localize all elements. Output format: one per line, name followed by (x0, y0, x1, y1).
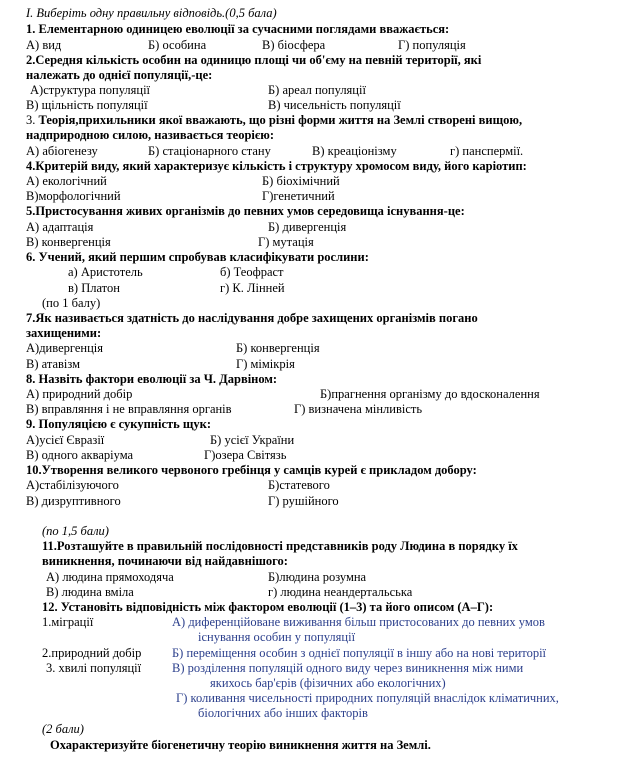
q3-option-c: В) креаціонізму (312, 144, 397, 158)
q12-factor-3: 3. хвилі популяції (46, 661, 142, 675)
question-7-text-line1: 7.Як називається здатність до наслідування добре захищених організмів погано (26, 311, 478, 325)
q10-option-c: В) дизруптивного (26, 494, 121, 508)
score-note-1: (по 1 балу) (42, 296, 101, 310)
q10-option-a: А)стабілізуючого (26, 478, 119, 492)
q12-description-c-line2: якихось бар'єрів (фізичних або екологічних) (210, 676, 446, 690)
q12-description-d-line1: Г) коливання чисельності природних популяцій внаслідок кліматичних, (176, 691, 559, 705)
q3-option-d: г) панспермії. (450, 144, 524, 158)
q12-description-d-line2: біологічних або інших факторів (198, 706, 368, 720)
score-note-2: (по 1,5 бали) (42, 524, 109, 538)
q12-description-b-line1: Б) переміщення особин з однієї популяції в іншу або на нові території (172, 646, 547, 660)
q6-option-c: в) Платон (68, 281, 120, 295)
q3-option-b: Б) стаціонарного стану (148, 144, 271, 158)
task-text: Охарактеризуйте біогенетичну теорію виникнення життя на Землі. (50, 738, 431, 752)
q8-option-a: А) природний добір (26, 387, 133, 401)
q11-option-a: А) людина прямоходяча (46, 570, 174, 584)
q8-option-c: В) вправляння і не вправляння органів (26, 402, 232, 416)
q2-option-b: Б) ареал популяції (268, 83, 366, 97)
q5-option-d: Г) мутація (258, 235, 314, 249)
q4-option-c: В)морфологічний (26, 189, 121, 203)
question-4-text: 4.Критерій виду, який характеризує кількість і структуру хромосом виду, його каріотип: (26, 159, 527, 173)
q7-option-d: Г) мімікрія (236, 357, 295, 371)
q2-option-a: А)структура популяції (30, 83, 151, 97)
q7-option-a: А)дивергенція (26, 341, 103, 355)
question-9-text: 9. Популяцією є сукупність щук: (26, 417, 212, 431)
q12-factor-1: 1.міграції (42, 615, 94, 629)
q1-option-d: Г) популяція (398, 38, 466, 52)
q9-option-c: В) одного акваріума (26, 448, 134, 462)
question-11-text-line1: 11.Розташуйте в правильній послідовності представників роду Людина в порядку їх (42, 539, 518, 553)
question-5-text: 5.Пристосування живих організмів до певних умов середовища існування-це: (26, 204, 465, 218)
q1-option-a: А) вид (26, 38, 62, 52)
question-6-text: 6. Учений, який першим спробував класифікувати рослини: (26, 250, 369, 264)
q12-description-a-line2: існування особин у популяції (198, 630, 356, 644)
question-8-text: 8. Назвіть фактори еволюції за Ч. Дарвіном: (26, 372, 278, 386)
q1-option-c: В) біосфера (262, 38, 326, 52)
score-note-3: (2 бали) (42, 722, 84, 736)
q10-option-b: Б)статевого (268, 478, 330, 492)
q2-option-c: В) щільність популяції (26, 98, 148, 112)
q4-option-b: Б) біохімічний (262, 174, 340, 188)
q8-option-b: Б)прагнення організму до вдосконалення (320, 387, 540, 401)
question-11-text-line2: виникнення, починаючи від найдавнішого: (42, 554, 288, 568)
q4-option-d: Г)генетичний (262, 189, 335, 203)
q11-option-d: г) людина неандертальська (268, 585, 413, 599)
question-10-text: 10.Утворення великого червоного гребінця у самців курей є прикладом добору: (26, 463, 477, 477)
q8-option-d: Г) визначена мінливість (294, 402, 423, 416)
q5-option-b: Б) дивергенція (268, 220, 347, 234)
q6-option-a: а) Аристотель (68, 265, 143, 279)
q11-option-c: В) людина вміла (46, 585, 134, 599)
q7-option-c: В) атавізм (26, 357, 81, 371)
question-3-text-line1: 3. Теорія,прихильники якої вважають, що різні форми життя на Землі створені вищою, (26, 113, 523, 127)
question-2-text-line1: 2.Середня кількість особин на одиницю площі чи об'єму на певній території, які (26, 53, 482, 67)
question-12-text: 12. Установіть відповідність між фактором еволюції (1–3) та його описом (А–Г): (42, 600, 494, 614)
q6-option-d: г) К. Лінней (220, 281, 285, 295)
q12-description-a-line1: А) диференційоване виживання більш пристосованих до певних умов (172, 615, 545, 629)
q7-option-b: Б) конвергенція (236, 341, 320, 355)
q4-option-a: А) екологічний (26, 174, 107, 188)
question-1-text: 1. Елементарною одиницею еволюції за сучасними поглядами вважається: (26, 22, 450, 36)
q12-factor-2: 2.природний добір (42, 646, 142, 660)
q3-option-a: А) абіогенезу (26, 144, 98, 158)
q5-option-a: А) адаптація (26, 220, 94, 234)
question-7-text-line2: захищеними: (26, 326, 102, 340)
q6-option-b: б) Теофраст (220, 265, 284, 279)
q5-option-c: В) конвергенція (26, 235, 111, 249)
question-2-text-line2: належать до однієї популяції,-це: (26, 68, 213, 82)
q9-option-a: А)усієї Євразії (26, 433, 105, 447)
q1-option-b: Б) особина (148, 38, 207, 52)
question-3-text-line2: надприродною силою, називається теорією: (26, 128, 274, 142)
q2-option-d: В) чисельність популяції (268, 98, 401, 112)
section-heading: І. Виберіть одну правильну відповідь.(0,5 бала) (26, 6, 277, 20)
q9-option-b: Б) усієї України (210, 433, 295, 447)
q12-description-c-line1: В) розділення популяцій одного виду через виникнення між ними (172, 661, 524, 675)
q9-option-d: Г)озера Світязь (204, 448, 287, 462)
q11-option-b: Б)людина розумна (268, 570, 367, 584)
q10-option-d: Г) рушійного (268, 494, 339, 508)
